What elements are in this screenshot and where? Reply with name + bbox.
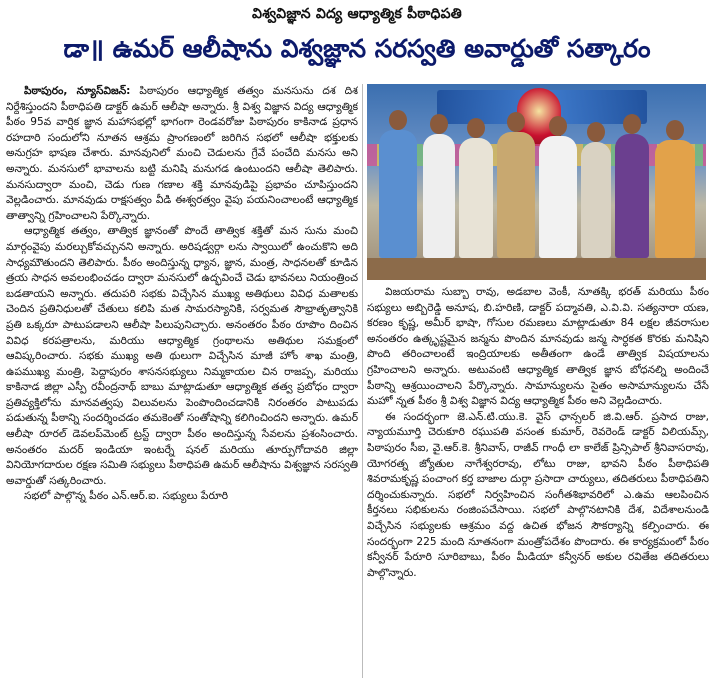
article-paragraph: సభలో పాల్గొన్న పీఠం ఎన్.ఆర్.ఐ. సభ్యులు పేరూరి bbox=[24, 490, 229, 503]
article-paragraph: ఈ సందర్భంగా జె.ఎన్.టి.యు.కె. వైస్ ఛాన్సలర్ జి.వి.ఆర్. ప్రసాద రాజు, న్యాయమూర్తి చెరుకూరి రఘుపతి వసంత కుమార్, రెవరెండ్ డాక్టర్ విలియమ్స్, పిఠాపురం సీఐ, వై.ఆర్.కె. శ్రీనివాస్, రాజీవ్ గాంధీ లా కాలేజ్ ప్రిన్సిపాల్ శ్రీనివాసరావు, యోగరత్న జ్యోతుల నాగేశ్వరరావు, లోటు రాజు, భావని పీఠం పీఠాధిపతి శివరామకృష్ణ పంచాంగ కర్త బాజాల దుర్గా ప్రసాదా చార్యులు, తదితరులు పీఠాధిపతిని దర్శించుకున్నారు. సభలో నిర్వహించిన సంగీతశిభావరిలో ఎ.ఉమ ఆలపించిన కీర్తనలు సభికులను రంజింపచేసాయి. సభలో పాల్గొనటానికి దేశ, విదేశాలనుండి విచ్చేసిన సభ్యులకు ఆశ్రమం వద్ద ఉచిత భోజన సౌకర్యాన్ని కల్పించారు. ఈ సందర్భంగా 225 మంది నూతనంగా మంత్రోపదేశం పొందారు. ఈ కార్యక్రమంలో పీఠం కన్వీనర్ పేరూరి సూరిబాబు, పీఠం మీడియా కన్వీనర్ అకుల రవితేజ తదితరులు పాల్గొన్నారు. bbox=[367, 410, 709, 579]
article-column-right bbox=[367, 285, 709, 678]
dateline: పిఠాపురం, న్యూస్‌విజన్: bbox=[24, 85, 131, 97]
person-figure bbox=[423, 134, 455, 258]
person-figure bbox=[539, 136, 577, 258]
paragraph-text: పిఠాపురం ఆధ్యాత్మిక తత్వం మనసును దశ దిశ నిర్దేశిస్తుందని పీఠాధిపతి డాక్టర్ ఉమర్ ఆలీషా అన్నారు. శ్రీ విశ్వ విజ్ఞాన విద్య ఆధ్యాత్మిక పీఠం 95వ వార్షిక జ్ఞాన మహాసభల్లో భాగంగా రెండవరోజు పిఠాపురం కాకినాడ ప్రధాన రహదారి సందులోని నూతన ఆశ్రమ ప్రాంగణంలో జరిగిన సభలో ఆలీషా భక్తులకు అనుగ్రహ భాషణ చేశారు. మానవునిలో మంచి చెడులను గ్రేవే పంచేది మనసు అని అన్నారు. మనసులో భావాలను బట్టి మనిషి మనుగడ ఉంటుందని ఆలీషా తెలిపారు. మనసుద్వారా మంచి, చెడు గుణ గణాల శక్తి మానవుడిపై ప్రభావం చూపిస్తుందని వెల్లడించారు. మానవుడు రాక్షసత్వం వీడి ఈశ్వరత్వం వైపు పయనించాలంటే ఆధ్యాత్మిక తాత్వాన్ని గ్రహించాలని పేర్కొన్నారు. bbox=[6, 85, 358, 222]
person-figure bbox=[655, 140, 695, 258]
article-column-left bbox=[6, 84, 358, 678]
article-paragraph: ఆధ్యాత్మిక తత్వం, తాత్విక జ్ఞానంతో పొందే తాత్విక శక్తితో మన సును మంచి మార్గంవైపు మరల్చుకోవచ్చునని అన్నారు. అరిషడ్వర్గా లను స్వాయిలో ఉంచుకొని అది సాధ్యమౌతుందని తెలిపారు. పీఠం అందిస్తున్న ధ్యాన, జ్ఞాన, మంత్ర, సాధనలతో కూడిన త్రయ సాధన అవలంభించడం ద్వారా మనసులో ఉద్భవించే చెడు భావనలు నియంత్రించ బడతాయని అన్నారు. తదుపరి సభకు విచ్చేసిన ముఖ్య అతిథులు వివిధ మతాలకు చెందిన ప్రతినిధులతో చేతులు కలిపి మత సామరస్యానికి, సర్వమత సౌభ్రాతృత్వానికి ప్రతి ఒక్కరూ పాటుపడాలని ఆలీషా పిలుపునిచ్చారు. అనంతరం పీఠం రూపొం దించిన వివిధ కరపత్రాలను, మరియు ఆధ్యాత్మిక గ్రంథాలను అతిథుల సమక్షంలో ఆవిష్కరించారు. సభకు ముఖ్య అతి థులుగా విచ్చేసిన మాజీ హోం శాఖ మంత్రి, ఉపముఖ్య మంత్రి, పెద్దాపురం శాసనసభ్యులు నిమ్మకాయల చిన రాజప్ప, మరియు కాకినాడ జిల్లా ఎస్పీ రవీంద్రనాథ్ బాబు మాట్లాడుతూ ఆధ్యాత్మిక తత్వ ప్రబోధం ద్వారా ప్రతివ్యక్తిలోను మానవత్వపు విలువలను పెంపొందించడానికి నిరంతరం పాటుపడు పడుతున్న పీఠాన్ని సందర్శించడం తమకెంతో సంతోషాన్ని కలిగించిందని అన్నారు. ఉమర్ ఆలీషా రూరల్ డెవలప్‌మెంట్ ట్రస్ట్ ద్వారా పీఠం అందిస్తున్న సేవలను ప్రశంసించారు. అనంతరం మదర్ ఇండియా ఇంటర్నే షనల్ మరియు తూర్పుగోదావరి జిల్లా వినియోగదారుల రక్షణ సమితి సభ్యులు పీఠాధిపతి ఉమర్ ఆలీషాను విశ్వజ్ఞాన సరస్వతి అవార్డుతో సత్కరించారు. bbox=[6, 225, 358, 487]
person-figure bbox=[459, 138, 493, 258]
person-figure bbox=[615, 134, 649, 258]
article-paragraph bbox=[6, 84, 358, 224]
stage-floor bbox=[367, 258, 706, 280]
column-divider bbox=[362, 84, 363, 678]
person-figure bbox=[497, 132, 535, 258]
group-photo-icon bbox=[367, 84, 706, 280]
article-kicker: విశ్వవిజ్ఞాన విద్య ఆధ్యాత్మిక పీఠాధిపతి bbox=[252, 6, 462, 22]
person-figure bbox=[581, 142, 611, 258]
article-paragraph: విజయరామ సుబ్బా రావు, అడబాల వెంకీ, నూతక్కి భరత్ మరియు పీఠం సభ్యులు అబ్బిరెడ్డి అనూష, బి.హరిణి, డాక్టర్ పద్మావతి, ఎ.వి.వి. సత్యనారా యణ, కరణం కృష్ణ, అమీర్ భాషా, గోసుల రమణలు మాట్లాడుతూ 84 లక్షల జీవరాసుల అనంతరం ఉత్కృష్టమైన జన్మను పొందిన మానవుడు జన్మ సార్ధకత కొరకు మనిషిని పొంది తరించాలంటే ఇంద్రియాలకు అతీతంగా ఉండే తాత్విక విషయాలను గ్రహించాలని అన్నారు. అటువంటి ఆధ్యాత్మిక తాత్విక జ్ఞాన బోధనల్ని అందించే పీఠాన్ని ఆశ్రయించాలని పేర్కొన్నారు. సామాన్యులను సైతం అసామాన్యులను చేసే మహో న్నత పీఠం శ్రీ విశ్వ విజ్ఞాన విద్య ఆధ్యాత్మిక పీఠం అని వెల్లడించారు. bbox=[367, 286, 709, 408]
person-figure bbox=[379, 130, 417, 258]
article-headline: డా॥ ఉమర్ ఆలీషాను విశ్వజ్ఞాన సరస్వతి అవార్డుతో సత్కారం bbox=[63, 34, 651, 63]
